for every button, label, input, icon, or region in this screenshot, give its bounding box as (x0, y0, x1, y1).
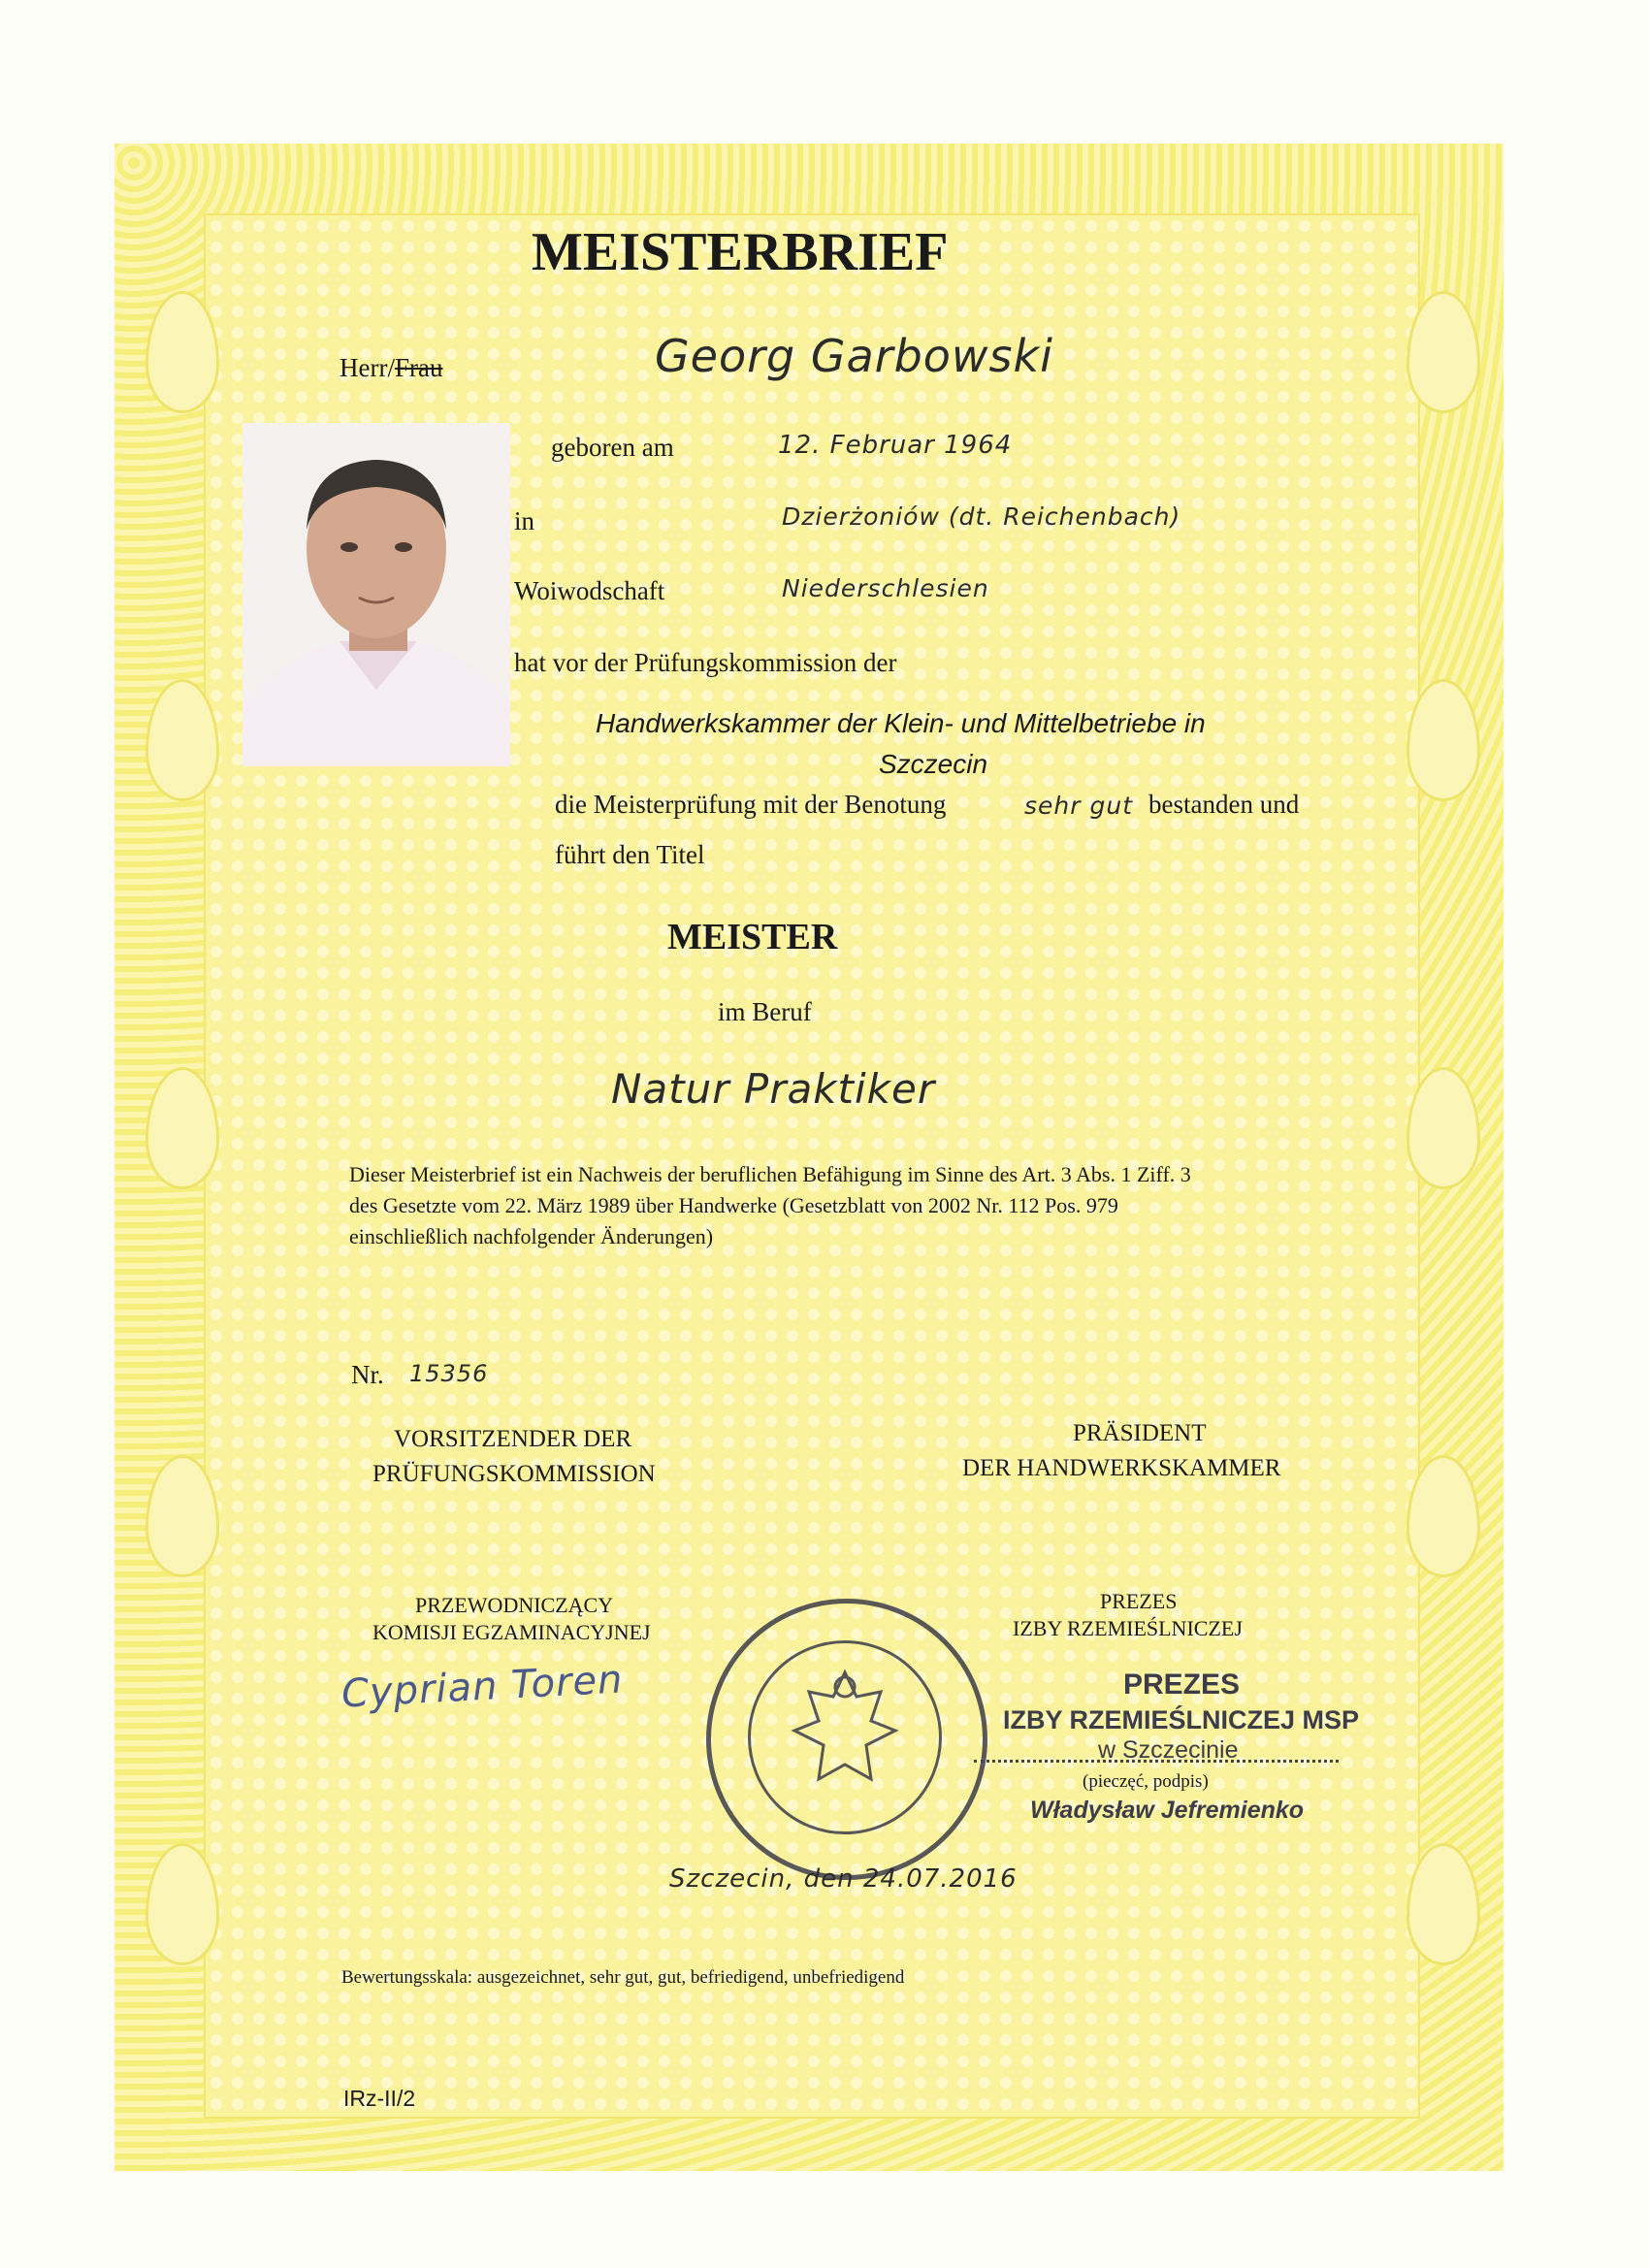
round-seal (706, 1599, 987, 1880)
right-title-line2: DER HANDWERKSKAMMER (962, 1455, 1281, 1481)
profession-label: im Beruf (718, 997, 812, 1026)
salutation-herr: Herr/ (340, 353, 395, 382)
left-title-line2: PRÜFUNGSKOMMISSION (372, 1461, 656, 1487)
grading-scale: Bewertungsskala: ausgezeichnet, sehr gut, gut, befriedigend, unbefriedigend (341, 1967, 905, 1988)
round-seal-inner (748, 1640, 942, 1834)
left-polish-title-line1: PRZEWODNICZĄCY (415, 1593, 614, 1617)
place-date: Szczecin, den 24.07.2016 (669, 1864, 1018, 1894)
left-signature: Cyprian Toren (340, 1657, 625, 1717)
place-label: in (514, 506, 535, 535)
grade-value: sehr gut (1024, 792, 1133, 820)
born-label: geboren am (551, 433, 674, 462)
stamp-line2: IZBY RZEMIEŚLNICZEJ MSP (1003, 1705, 1360, 1734)
holder-name: Georg Garbowski (655, 330, 1053, 382)
stamp-name: Władysław Jefremienko (1030, 1797, 1305, 1824)
holder-photo (242, 423, 510, 766)
legal-text-line1: Dieser Meisterbrief ist ein Nachweis der beruflichen Befähigung im Sinne des Art. 3 Abs. 1 Ziff. 3 (349, 1162, 1191, 1186)
right-title-line1: PRÄSIDENT (1073, 1420, 1207, 1446)
profession-value: Natur Praktiker (611, 1065, 936, 1113)
number-label: Nr. (351, 1360, 384, 1389)
legal-text-line3: einschließlich nachfolgender Änderungen) (349, 1224, 714, 1248)
right-polish-title-line2: IZBY RZEMIEŚLNICZEJ (1013, 1616, 1243, 1640)
right-polish-title-line1: PREZES (1100, 1589, 1178, 1613)
salutation (340, 353, 442, 383)
stamp-hint: (pieczęć, podpis) (1083, 1771, 1209, 1792)
left-title-line1: VORSITZENDER DER (394, 1426, 632, 1452)
commission-text: hat vor der Prüfungskommission der (514, 648, 897, 677)
voivodeship-label: Woiwodschaft (514, 576, 665, 605)
salutation-frau: Frau (394, 353, 443, 382)
eagle-emblem-icon (751, 1643, 939, 1831)
passed-text: bestanden und (1148, 790, 1300, 819)
voivodeship-value: Niederschlesien (782, 574, 989, 602)
left-polish-title-line2: KOMISJI EGZAMINACYJNEJ (372, 1620, 651, 1644)
meister-title: MEISTER (667, 917, 838, 957)
title-text: führt den Titel (555, 840, 705, 869)
chamber-name-line1: Handwerkskammer der Klein- und Mittelbetriebe in (596, 708, 1206, 738)
place-value: Dzierżoniów (dt. Reichenbach) (782, 502, 1181, 531)
chamber-name-line2: Szczecin (879, 749, 988, 779)
born-value: 12. Februar 1964 (778, 431, 1013, 460)
signature-dotted-line (974, 1760, 1339, 1763)
form-code: IRz-II/2 (343, 2086, 416, 2111)
exam-text: die Meisterprüfung mit der Benotung (555, 790, 947, 819)
certificate-title: MEISTERBRIEF (532, 222, 949, 282)
legal-text-line2: des Gesetzte vom 22. März 1989 über Handwerke (Gesetzblatt von 2002 Nr. 112 Pos. 979 (349, 1193, 1118, 1217)
number-value: 15356 (409, 1360, 489, 1387)
stamp-line3: w Szczecinie (1098, 1736, 1239, 1764)
stamp-line1: PREZES (1123, 1669, 1241, 1701)
